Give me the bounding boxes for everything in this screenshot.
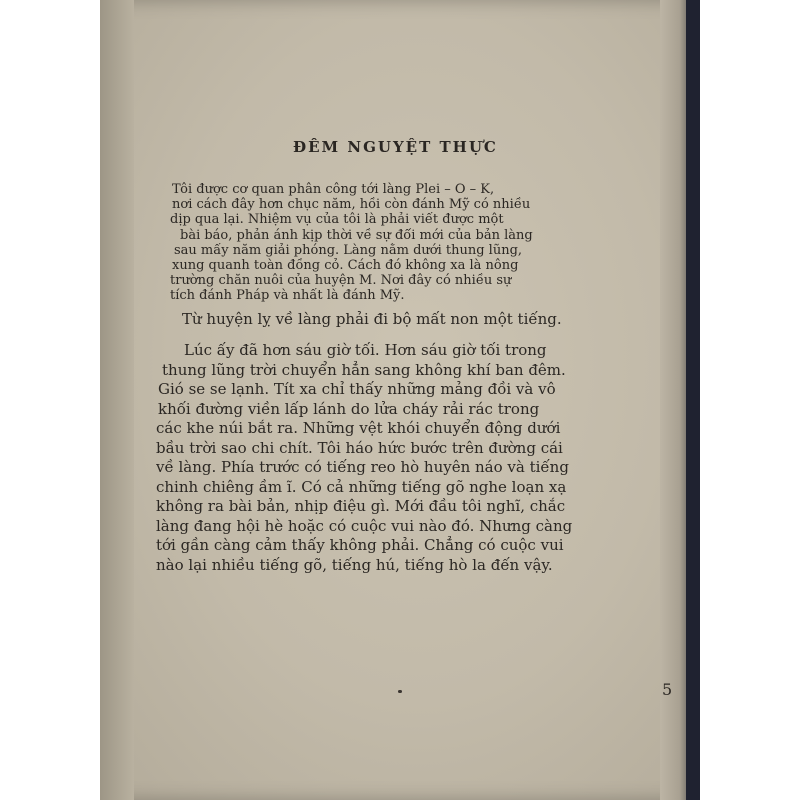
text-line: bầu trời sao chi chít. Tôi háo hức bước trên đường cái	[156, 438, 563, 457]
text-line: dịp qua lại. Nhiệm vụ của tôi là phải viết được một	[170, 212, 504, 228]
text-line: Từ huyện lỵ về làng phải đi bộ mất non một tiếng.	[182, 309, 562, 328]
text-line: tích đánh Pháp và nhất là đánh Mỹ.	[170, 288, 405, 304]
chapter-title: ĐÊM NGUYỆT THỰC	[293, 138, 498, 156]
text-line: thung lũng trời chuyển hẳn sang không khí ban đêm.	[162, 360, 566, 379]
text-line: Lúc ấy đã hơn sáu giờ tối. Hơn sáu giờ tối trong	[184, 341, 547, 360]
ink-speck	[398, 690, 402, 693]
text-line: làng đang hội hè hoặc có cuộc vui nào đó. Nhưng càng	[156, 516, 573, 535]
text-line: các khe núi bắt ra. Những vệt khói chuyển động dưới	[156, 419, 561, 438]
text-line: không ra bài bản, nhịp điệu gì. Mới đầu tôi nghĩ, chắc	[156, 497, 566, 516]
page-number: 5	[662, 680, 673, 699]
text-line: nơi cách đây hơn chục năm, hồi còn đánh Mỹ có nhiều	[172, 197, 531, 213]
text-line: nào lại nhiều tiếng gõ, tiếng hú, tiếng hò la đến vậy.	[156, 555, 553, 574]
text-line: trường chăn nuôi của huyện M. Nơi đây có nhiều sự	[170, 273, 512, 289]
text-line: khối đường viền lấp lánh do lửa cháy rải rác trong	[158, 399, 540, 418]
image-margin-left	[0, 0, 100, 800]
paragraph-2	[156, 310, 668, 330]
text-line: Tôi được cơ quan phân công tới làng Plei – O – K,	[172, 182, 495, 197]
text-line: bài báo, phản ánh kịp thời về sự đổi mới của bản làng	[180, 227, 533, 243]
text-line: Gió se se lạnh. Tít xa chỉ thấy những mảng đồi và vô	[158, 380, 556, 399]
book-cover-edge	[686, 0, 700, 800]
text-line: về làng. Phía trước có tiếng reo hò huyên náo và tiếng	[156, 458, 569, 477]
text-line: xung quanh toàn đồng cỏ. Cách đó không xa là nông	[172, 258, 519, 274]
chapter-body	[156, 182, 668, 575]
page-fold-shadow	[100, 0, 134, 800]
text-line: sau mấy năm giải phóng. Làng nằm dưới thung lũng,	[174, 242, 523, 258]
text-line: tới gần càng cảm thấy không phải. Chẳng có cuộc vui	[156, 536, 564, 555]
image-margin-right	[700, 0, 800, 800]
paragraph-1	[156, 182, 668, 304]
paragraph-3	[156, 341, 668, 575]
text-line: chinh chiêng ầm ĩ. Có cả những tiếng gõ nghe loạn xạ	[156, 477, 567, 496]
